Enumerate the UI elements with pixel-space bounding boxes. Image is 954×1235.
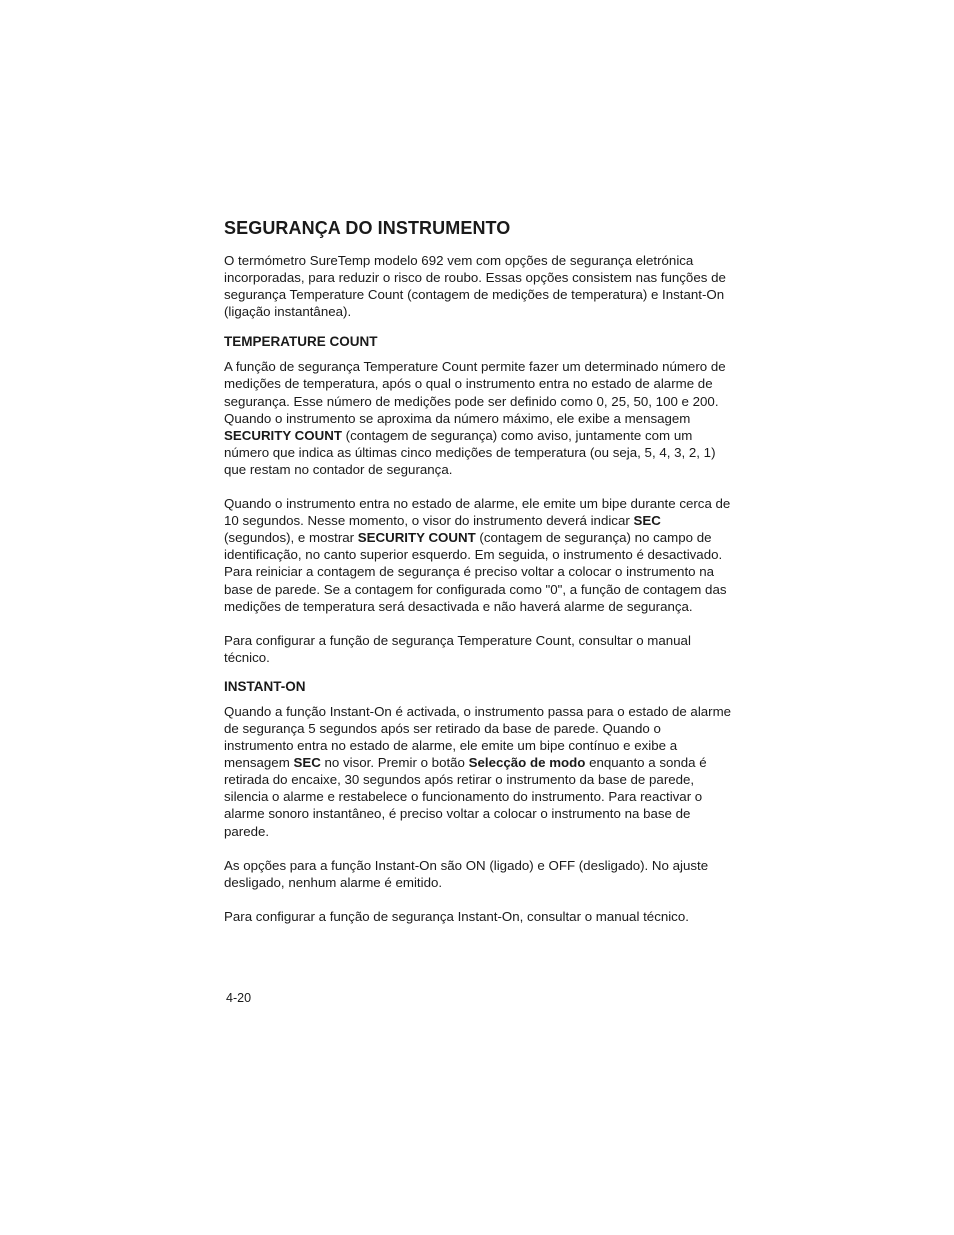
text-run: (contagem de segurança) como aviso, juntamente com um número que indica as últimas cinco medições de temperatura (ou seja, 5, 4, 3, 2, 1) que restam no contador de segurança. — [224, 427, 716, 477]
instant-on-paragraph-3: Para configurar a função de segurança Instant-On, consultar o manual técnico. — [224, 908, 689, 924]
temperature-count-paragraph-3: Para configurar a função de segurança Temperature Count, consultar o manual técnico. — [224, 632, 691, 665]
security-count-term: SECURITY COUNT — [224, 427, 342, 443]
security-count-term: SECURITY COUNT — [357, 530, 476, 546]
page-number: 4-20 — [226, 991, 252, 1005]
instant-on-paragraph-1 — [224, 703, 734, 840]
page-content — [224, 216, 734, 925]
text-run: (segundos), e mostrar — [224, 530, 358, 546]
section-heading-instant-on: INSTANT-ON — [224, 678, 306, 694]
sec-term: SEC — [293, 755, 321, 771]
temperature-count-paragraph-1 — [224, 358, 734, 478]
page-title: SEGURANÇA DO INSTRUMENTO — [224, 218, 511, 238]
text-run: (contagem de segurança) no campo de identificação, no canto superior esquerdo. Em seguida, o instrumento é desactivado. Para reiniciar a contagem de segurança é preciso voltar a colocar o instrumento na base de parede. Se a contagem for configurada como "0", a função de contagem das medições de temperatura será desactivada e não haverá alarme de segurança. — [224, 530, 727, 614]
intro-paragraph: O termómetro SureTemp modelo 692 vem com opções de segurança eletrónica incorporadas, para reduzir o risco de roubo. Essas opções consistem nas funções de segurança Temperature Count (contagem de medições de temperatura) e Instant-On (ligação instantânea). — [224, 253, 726, 320]
instant-on-paragraph-2: As opções para a função Instant-On são ON (ligado) e OFF (desligado). No ajuste desligado, nenhum alarme é emitido. — [224, 857, 709, 890]
mode-select-button-term: Selecção de modo — [468, 755, 586, 771]
text-run: Quando a função Instant-On é activada, o instrumento passa para o estado de alarme de segurança 5 segundos após ser retirado da base de parede. Quando o instrumento entra no estado de alarme, ele emite um bipe contínuo e exibe a mensagem — [224, 703, 732, 771]
sec-term: SEC — [633, 513, 661, 529]
temperature-count-paragraph-2 — [224, 495, 734, 615]
text-run: no visor. Premir o botão — [320, 755, 469, 771]
section-heading-temperature-count: TEMPERATURE COUNT — [224, 334, 378, 350]
text-run: A função de segurança Temperature Count permite fazer um determinado número de medições de temperatura, após o qual o instrumento entra no estado de alarme de segurança. Esse número de medições pode ser definido como 0, 25, 50, 100 e 200. Quando o instrumento se aproxima da número máximo, ele exibe a mensagem — [224, 359, 726, 426]
text-run: Quando o instrumento entra no estado de alarme, ele emite um bipe durante cerca de 10 segundos. Nesse momento, o visor do instrumento deverá indicar — [224, 496, 731, 529]
text-run: enquanto a sonda é retirada do encaixe, 30 segundos após retirar o instrumento da base de parede, silencia o alarme e restabelece o funcionamento do instrumento. Para reactivar o alarme sonoro instantâneo, é preciso voltar a colocar o instrumento na base de parede. — [224, 755, 707, 839]
